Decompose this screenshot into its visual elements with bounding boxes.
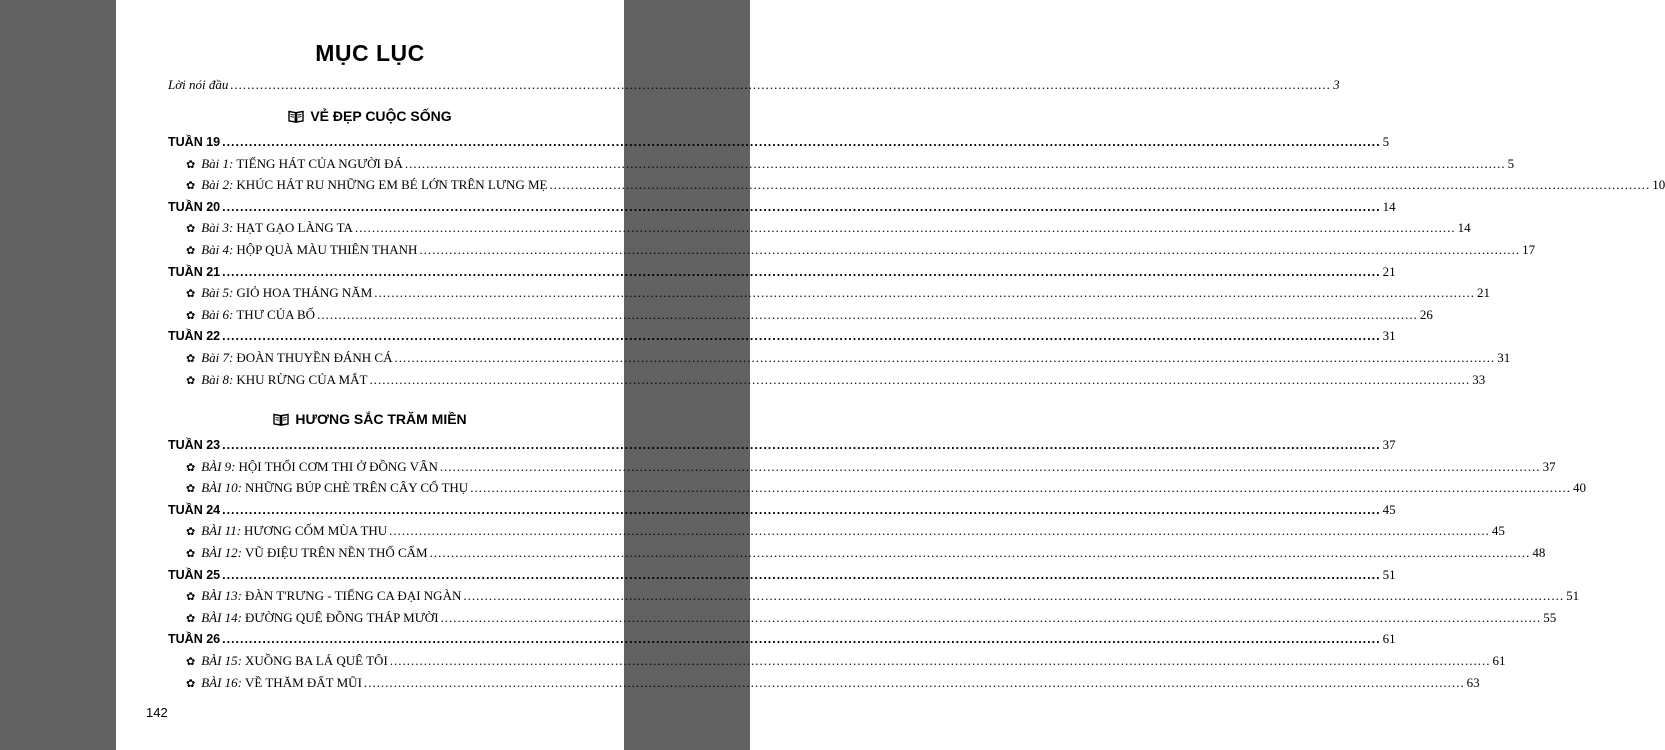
toc-week-row [168,565,1396,585]
toc-page-number: 61 [1492,653,1506,668]
flower-bullet-icon: ✿ [186,677,196,690]
toc-entry-label [186,218,353,239]
flower-bullet-icon: ✿ [186,223,196,236]
lesson-number: Bài 1: [201,155,234,171]
toc-lesson-row [186,240,1536,260]
lesson-title: ĐƯỜNG QUÊ ĐỒNG THÁP MƯỜI [245,609,439,625]
lesson-title: HỘI THỔI CƠM THI Ở ĐỒNG VÂN [238,458,438,474]
toc-entry-label [186,608,439,629]
toc-intro-row [168,75,1340,95]
dot-leader: ................................................................................................................................................................................................................................................................... [394,350,1496,365]
lesson-number: Bài 5: [201,285,234,301]
lesson-number: BÀI 15: [201,653,243,668]
lesson-number: BÀI 11: [201,523,242,539]
toc-intro-label: Lời nói đầu [168,77,229,92]
flower-bullet-icon: ✿ [186,353,196,365]
toc-entry-label [186,673,362,694]
toc-page-number: 51 [1382,566,1396,582]
flower-bullet-icon: ✿ [186,526,196,539]
toc-lesson-row [186,543,1546,563]
toc-page-number: 45 [1382,501,1396,517]
dot-leader: ................................................................................................................................................................................................................................................................... [222,264,1381,279]
dot-leader: ................................................................................................................................................................................................................................................................... [317,306,1418,322]
lesson-title: HƯƠNG CỐM MÙA THU [244,523,388,539]
toc-entry-label: TUẦN 22 [168,329,221,344]
toc-week-row [168,132,1390,152]
toc-entry-label: TUẦN 21 [168,264,221,279]
flower-bullet-icon: ✿ [186,245,196,257]
toc-lesson-row [186,586,1580,606]
toc-page-number: 21 [1477,285,1491,301]
toc-page-number: 10 [1652,177,1665,193]
section-heading-label: HƯƠNG SẮC TRĂM MIỀN [295,411,467,427]
dot-leader: ................................................................................................................................................................................................................................................................... [374,285,1476,301]
toc-page-number: 21 [1382,263,1396,279]
lesson-number: Bài 3: [201,220,234,236]
toc-entry-label [186,478,468,499]
toc-entry-label: TUẦN 25 [168,567,221,582]
toc-page-number: 33 [1472,371,1486,387]
toc-page-number: 55 [1543,609,1557,625]
book-icon [288,110,304,123]
page-number: 142 [146,705,168,720]
toc-entry-label [186,521,387,542]
toc-lesson-row [186,348,1511,368]
flower-bullet-icon: ✿ [186,180,196,193]
dot-leader: ................................................................................................................................................................................................................................................................... [222,438,1381,452]
section-heading [116,108,624,124]
toc-entry-label [186,283,372,304]
toc-page-number: 17 [1522,242,1536,257]
lesson-number: Bài 6: [201,306,234,322]
flower-bullet-icon: ✿ [186,591,196,604]
lesson-number: Bài 8: [201,371,234,387]
lesson-title: ĐÀN T'RƯNG - TIẾNG CA ĐẠI NGÀN [245,588,462,604]
toc-page-number: 48 [1532,545,1546,560]
dot-leader: ................................................................................................................................................................................................................................................................... [363,674,1465,690]
toc-entry-label [186,175,547,196]
flower-bullet-icon: ✿ [186,483,196,496]
toc-entry-label: TUẦN 24 [168,502,221,517]
toc-week-row [168,500,1396,520]
lesson-number: BÀI 12: [201,545,243,560]
dot-leader: ................................................................................................................................................................................................................................................................... [389,653,1491,668]
toc-page-number: 40 [1572,480,1586,496]
toc-week-row [168,262,1396,282]
dot-leader: ................................................................................................................................................................................................................................................................... [230,77,1332,92]
lesson-number: BÀI 16: [201,674,243,690]
dot-leader: ................................................................................................................................................................................................................................................................... [222,329,1381,344]
toc-page-number: 37 [1542,458,1556,474]
dot-leader: ................................................................................................................................................................................................................................................................... [419,242,1521,257]
dot-leader: ................................................................................................................................................................................................................................................................... [222,632,1381,647]
toc-page-number: 61 [1382,631,1396,647]
lesson-title: TIẾNG HÁT CỦA NGƯỜI ĐÁ [236,155,403,171]
toc-entry-label [186,348,392,369]
lesson-number: BÀI 10: [201,480,243,496]
toc-lesson-row [186,651,1506,671]
dot-leader: ................................................................................................................................................................................................................................................................... [549,177,1651,193]
dot-leader: ................................................................................................................................................................................................................................................................... [389,523,1490,539]
book-page [116,0,1665,750]
lesson-title: XUỒNG BA LÁ QUÊ TÔI [245,653,388,668]
book-icon [273,413,289,426]
lesson-title: HẠT GẠO LÀNG TA [236,220,353,236]
dot-leader: ................................................................................................................................................................................................................................................................... [404,155,1506,171]
lesson-number: Bài 4: [201,242,234,257]
toc-entry-label [186,305,315,326]
toc-lesson-row [186,154,1515,174]
toc-week-row [168,197,1396,217]
toc-entry-label [186,651,388,672]
flower-bullet-icon: ✿ [186,548,196,560]
dot-leader: ................................................................................................................................................................................................................................................................... [222,567,1381,582]
lesson-title: KHU RỪNG CỦA MẮT [236,371,368,387]
dot-leader: ................................................................................................................................................................................................................................................................... [222,502,1381,517]
toc-week-row [168,629,1396,649]
dot-leader: ................................................................................................................................................................................................................................................................... [439,458,1541,474]
lesson-title: HỘP QUÀ MÀU THIÊN THANH [236,242,418,257]
toc-page-number: 51 [1566,588,1580,604]
scan-border-left [0,0,116,750]
dot-leader: ................................................................................................................................................................................................................................................................... [354,220,1456,236]
toc-lesson-row [186,218,1471,238]
lesson-number: BÀI 14: [201,609,243,625]
toc-lesson-row [186,370,1486,390]
flower-bullet-icon: ✿ [186,158,196,171]
lesson-title: VŨ ĐIỆU TRÊN NỀN THỔ CẨM [245,545,428,560]
flower-bullet-icon: ✿ [186,461,196,474]
dot-leader: ................................................................................................................................................................................................................................................................... [429,545,1531,560]
dot-leader: ................................................................................................................................................................................................................................................................... [463,588,1565,604]
toc-entry-label [186,154,403,175]
lesson-number: Bài 2: [201,177,234,193]
lesson-title: KHÚC HÁT RU NHỮNG EM BÉ LỚN TRÊN LƯNG MẸ [236,177,548,193]
lesson-number: BÀI 13: [201,588,243,604]
page-title: MỤC LỤC [315,40,425,66]
dot-leader: ................................................................................................................................................................................................................................................................... [369,371,1471,387]
toc-page-number: 37 [1382,437,1396,452]
flower-bullet-icon: ✿ [186,656,196,668]
toc-page-number: 5 [1382,134,1390,149]
lesson-title: THƯ CỦA BỐ [236,306,316,322]
toc-page-number: 31 [1497,350,1511,365]
dot-leader: ................................................................................................................................................................................................................................................................... [222,135,1381,149]
toc-page-number: 14 [1382,198,1396,214]
toc-lesson-row [186,175,1665,195]
dot-leader: ................................................................................................................................................................................................................................................................... [470,480,1571,496]
toc-page-number: 63 [1466,674,1480,690]
toc-entry-label: TUẦN 23 [168,438,221,452]
lesson-title: NHỮNG BÚP CHÈ TRÊN CÂY CỔ THỤ [245,480,469,496]
toc-week-row [168,435,1396,455]
toc-page-number: 31 [1382,328,1396,344]
toc-page-number: 45 [1491,523,1505,539]
flower-bullet-icon: ✿ [186,374,196,387]
section-heading-label: VẺ ĐẸP CUỘC SỐNG [310,108,452,124]
dot-leader: ................................................................................................................................................................................................................................................................... [222,199,1381,214]
toc-lesson-row [186,305,1433,325]
toc-entry-label [186,457,438,478]
lesson-number: BÀI 9: [201,458,236,474]
toc-week-row [168,326,1396,346]
lesson-title: VỀ THĂM ĐẤT MŨI [245,674,362,690]
toc-lesson-row [186,521,1505,541]
flower-bullet-icon: ✿ [186,309,196,322]
toc-lesson-row [186,283,1491,303]
toc-entry-label: TUẦN 19 [168,135,221,149]
toc-intro-page: 3 [1333,77,1340,92]
flower-bullet-icon: ✿ [186,288,196,301]
toc-entry-label [186,586,461,607]
toc-entry-label [186,370,367,391]
toc-entry-label: TUẦN 26 [168,632,221,647]
section-heading [116,411,624,427]
toc-page-number: 14 [1457,220,1471,236]
toc-page-number: 26 [1419,306,1433,322]
toc-entry-label: TUẦN 20 [168,199,221,214]
flower-bullet-icon: ✿ [186,612,196,625]
toc-entry-label [186,543,428,564]
lesson-title: ĐOÀN THUYỀN ĐÁNH CÁ [236,350,393,365]
toc-entry-label [186,240,417,261]
toc-lesson-row [186,478,1586,498]
toc-lesson-row [186,673,1480,693]
lesson-number: Bài 7: [201,350,234,365]
toc-lesson-row [186,457,1556,477]
toc-lesson-row [186,608,1557,628]
lesson-title: GIỎ HOA THÁNG NĂM [236,285,373,301]
toc-page-number: 5 [1507,155,1515,171]
dot-leader: ................................................................................................................................................................................................................................................................... [440,609,1542,625]
